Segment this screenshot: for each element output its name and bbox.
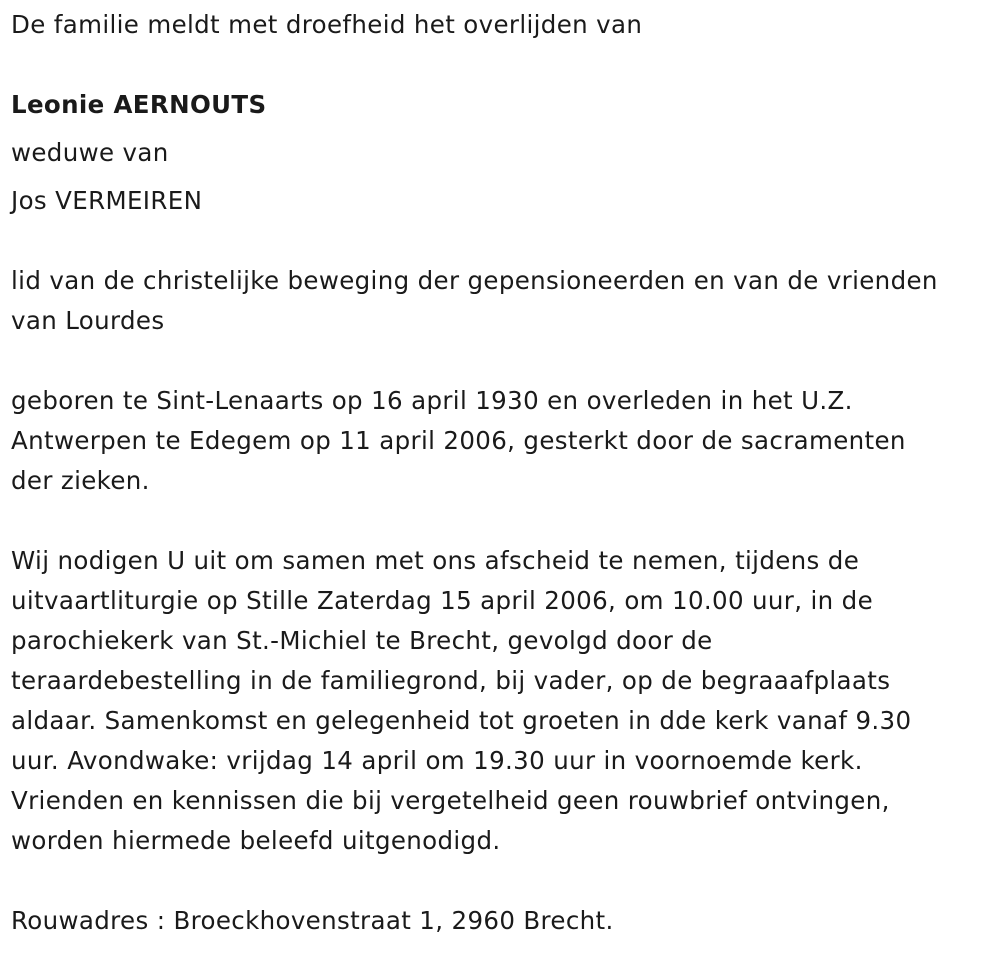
- relation-text: weduwe van: [11, 138, 169, 167]
- invitation-line-5: aldaar. Samenkomst en gelegenheid tot groeten in dde kerk vanaf 9.30: [11, 706, 912, 735]
- invitation-line-7: Vrienden en kennissen die bij vergetelheid geen rouwbrief ontvingen,: [11, 786, 890, 815]
- invitation-line-1: Wij nodigen U uit om samen met ons afscheid te nemen, tijdens de: [11, 546, 860, 575]
- deceased-name: Leonie AERNOUTS: [11, 90, 267, 119]
- birth-death-line-3: der zieken.: [11, 466, 150, 495]
- birth-death-line-2: Antwerpen te Edegem op 11 april 2006, gesterkt door de sacramenten: [11, 426, 906, 455]
- invitation-line-2: uitvaartliturgie op Stille Zaterdag 15 april 2006, om 10.00 uur, in de: [11, 586, 873, 615]
- invitation-line-3: parochiekerk van St.-Michiel te Brecht, gevolgd door de: [11, 626, 713, 655]
- invitation-line-8: worden hiermede beleefd uitgenodigd.: [11, 826, 501, 855]
- membership-line-1: lid van de christelijke beweging der gepensioneerden en van de vrienden: [11, 266, 938, 295]
- invitation-line-4: teraardebestelling in de familiegrond, bij vader, op de begraaafplaats: [11, 666, 891, 695]
- mourning-address: Rouwadres : Broeckhovenstraat 1, 2960 Brecht.: [11, 906, 614, 935]
- spouse-name: Jos VERMEIREN: [11, 186, 203, 215]
- birth-death-line-1: geboren te Sint-Lenaarts op 16 april 1930 en overleden in het U.Z.: [11, 386, 853, 415]
- intro-text: De familie meldt met droefheid het overlijden van: [11, 10, 643, 39]
- invitation-line-6: uur. Avondwake: vrijdag 14 april om 19.30 uur in voornoemde kerk.: [11, 746, 863, 775]
- membership-line-2: van Lourdes: [11, 306, 165, 335]
